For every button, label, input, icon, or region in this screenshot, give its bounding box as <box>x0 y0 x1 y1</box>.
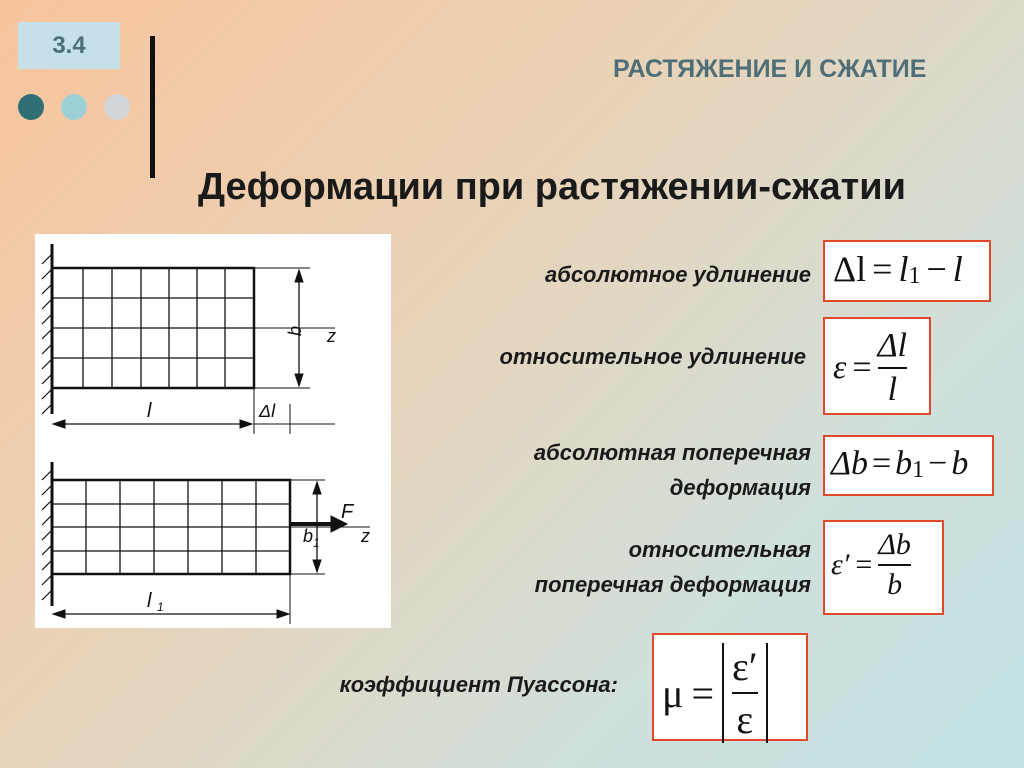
decor-dot-dark <box>18 94 44 120</box>
formula-absolute-elongation <box>823 240 991 302</box>
formula-numerator: ε′ <box>732 644 758 689</box>
label-absolute-elongation: абсолютное удлинение <box>544 262 811 287</box>
label-z-bottom: z <box>361 526 370 546</box>
formula-eq: = <box>871 444 892 482</box>
label-line: относительная <box>628 537 811 562</box>
formula-fraction <box>878 327 907 409</box>
label-b: b <box>285 325 305 336</box>
decor-dot-gray <box>104 94 130 120</box>
formula-term: l <box>898 249 909 289</box>
formula-absolute-transverse <box>823 435 994 496</box>
label-z-top: z <box>327 326 336 346</box>
formula-term: b <box>951 444 969 482</box>
formula-fraction <box>732 643 758 743</box>
formula-eq: = <box>852 349 872 386</box>
formula-minus: − <box>928 444 948 482</box>
label-l1: l <box>147 590 152 612</box>
formula-minus: − <box>926 249 947 289</box>
formula-relative-elongation <box>823 317 931 415</box>
label-b1: b <box>303 526 314 546</box>
formula-sub: 1 <box>908 262 921 289</box>
label-poisson: коэффициент Пуассона: <box>339 672 618 697</box>
label-line: поперечная деформация <box>534 572 811 597</box>
abs-value-bars <box>722 643 768 743</box>
formula-lhs: ε <box>833 349 847 386</box>
label-l: l <box>147 400 152 422</box>
section-title: РАСТЯЖЕНИЕ И СЖАТИЕ <box>613 55 927 83</box>
slide-number: 3.4 <box>52 31 86 59</box>
formula-eq: = <box>855 548 873 581</box>
formula-numerator: Δl <box>877 327 907 364</box>
slide-number-badge <box>18 22 120 69</box>
deformation-figure <box>35 234 391 628</box>
decor-dot-light <box>61 94 87 120</box>
formula-sub: 1 <box>912 457 925 483</box>
label-absolute-transverse <box>534 435 811 505</box>
formula-poisson <box>652 633 808 741</box>
label-l1-sub: 1 <box>157 600 164 614</box>
formula-fraction <box>878 528 911 602</box>
formula-lhs: μ <box>662 670 684 716</box>
label-relative-elongation: относительное удлинение <box>499 344 806 369</box>
formula-eq: = <box>691 670 715 716</box>
deformation-diagram <box>35 234 391 628</box>
header-divider <box>150 36 155 178</box>
label-b1-sub: 1 <box>313 536 320 550</box>
formula-eq: = <box>872 249 893 289</box>
page-title: Деформации при растяжении-сжатии <box>198 166 906 208</box>
formula-lhs: ε′ <box>831 548 850 581</box>
label-relative-transverse <box>535 532 811 602</box>
label-line: абсолютная поперечная <box>533 440 811 465</box>
label-line: деформация <box>669 475 811 500</box>
label-F: F <box>341 501 354 523</box>
formula-numerator: Δb <box>878 528 911 561</box>
formula-term: l <box>952 249 963 289</box>
formula-denominator: ε <box>736 697 754 742</box>
label-delta-l: Δl <box>259 401 276 421</box>
formula-term: b <box>895 444 913 482</box>
formula-relative-transverse <box>823 520 944 615</box>
formula-lhs: Δb <box>831 444 868 482</box>
formula-denominator: l <box>887 371 898 408</box>
formula-lhs: Δl <box>833 249 867 289</box>
formula-denominator: b <box>887 568 903 601</box>
